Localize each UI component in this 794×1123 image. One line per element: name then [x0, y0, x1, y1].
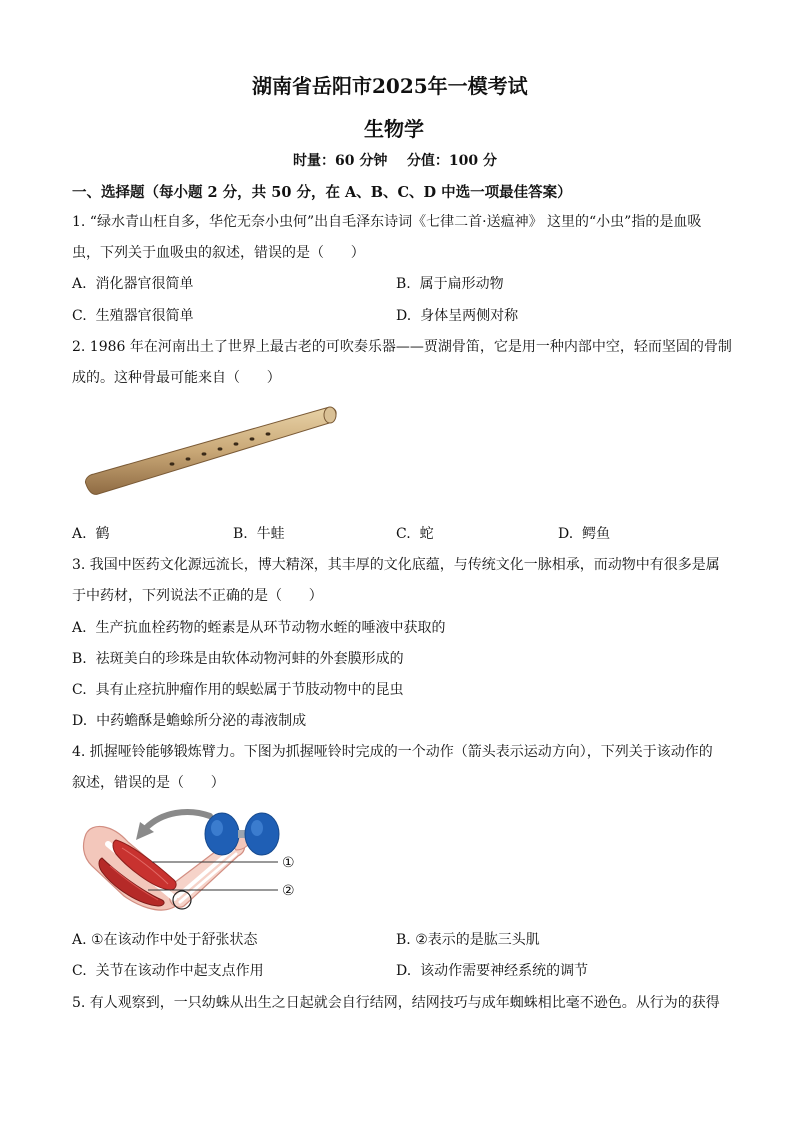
- q3-option-b: B. 祛斑美白的珍珠是由软体动物河蚌的外套膜形成的: [72, 651, 404, 667]
- section-heading: 一、选择题（每小题 2 分，共 50 分，在 A、B、C、D 中选一项最佳答案）: [72, 184, 572, 201]
- q3-stem-line2: 于中药材，下列说法不正确的是（ ）: [72, 588, 323, 604]
- q5-stem-line1: 5. 有人观察到，一只幼蛛从出生之日起就会自行结网，结网技巧与成年蜘蛛相比毫不逊色。从行为的获得: [72, 995, 720, 1011]
- arm-dumbbell-figure: [78, 804, 308, 920]
- q4-option-c: C. 关节在该动作中起支点作用: [72, 963, 264, 979]
- q3-option-d: D. 中药蟾酥是蟾蜍所分泌的毒液制成: [72, 713, 307, 729]
- q2-option-a: A. 鹤: [72, 526, 110, 542]
- q1-option-c: C. 生殖器官很简单: [72, 308, 194, 324]
- exam-title: 湖南省岳阳市2025年一模考试: [252, 74, 528, 98]
- q2-stem-line1: 2. 1986 年在河南出土了世界上最古老的可吹奏乐器——贾湖骨笛，它是用一种内部中空，轻而坚固的骨制: [72, 339, 732, 355]
- q4-option-d: D. 该动作需要神经系统的调节: [396, 963, 589, 979]
- label-2: ②: [282, 883, 295, 899]
- label-1: ①: [282, 855, 295, 871]
- q2-stem-line2: 成的。这种骨最可能来自（ ）: [72, 370, 281, 386]
- q3-stem-line1: 3. 我国中医药文化源远流长，博大精深，其丰厚的文化底蕴，与传统文化一脉相承，而动物中有很多是属: [72, 557, 720, 573]
- q1-stem-line2: 虫，下列关于血吸虫的叙述，错误的是（ ）: [72, 245, 365, 261]
- q4-stem-line2: 叙述，错误的是（ ）: [72, 775, 225, 791]
- q3-option-c: C. 具有止痉抗肿瘤作用的蜈蚣属于节肢动物中的昆虫: [72, 682, 404, 698]
- motion-arrow-icon: [146, 812, 210, 828]
- q2-option-d: D. 鳄鱼: [558, 526, 611, 542]
- bone-flute-image: [80, 398, 342, 504]
- q4-stem-line1: 4. 抓握哑铃能够锻炼臂力。下图为抓握哑铃时完成的一个动作（箭头表示运动方向），下列关于该动作的: [72, 744, 713, 760]
- q1-stem-line1: 1. “绿水青山枉自多，华佗无奈小虫何”出自毛泽东诗词《七律二首·送瘟神》 这里的“小虫”指的是血吸: [72, 214, 702, 230]
- q2-option-c: C. 蛇: [396, 526, 434, 542]
- exam-meta: 时量：60 分钟 分值：100 分: [293, 153, 497, 169]
- q1-option-b: B. 属于扁形动物: [396, 276, 504, 292]
- subject-title: 生物学: [364, 117, 424, 141]
- q3-option-a: A. 生产抗血栓药物的蛭素是从环节动物水蛭的唾液中获取的: [72, 620, 446, 636]
- q2-option-b: B. 牛蛙: [233, 526, 285, 542]
- q1-option-a: A. 消化器官很简单: [72, 276, 194, 292]
- q4-option-b: B. ②表示的是肱三头肌: [396, 932, 540, 948]
- q1-option-d: D. 身体呈两侧对称: [396, 308, 519, 324]
- q4-option-a: A. ①在该动作中处于舒张状态: [72, 932, 258, 948]
